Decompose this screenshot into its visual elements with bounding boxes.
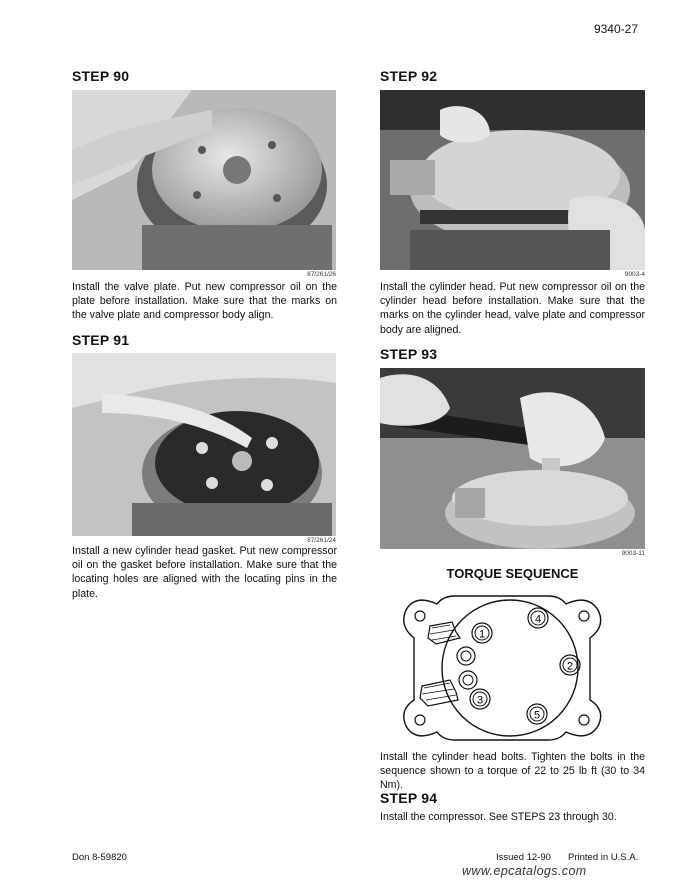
- step-93-title: STEP 93: [380, 346, 438, 362]
- bolt-5: [527, 704, 547, 724]
- step-91-photo: [72, 353, 336, 536]
- step-92-text: Install the cylinder head. Put new compressor oil on the cylinder head before installation. Make sure that the marks on the cylinder head, valve plate and compressor body are aligned.: [380, 281, 645, 336]
- svg-text:1: 1: [478, 628, 486, 641]
- footer-printed: Printed in U.S.A.: [568, 852, 639, 863]
- bolt-2: [560, 655, 580, 675]
- step-92-title: STEP 92: [380, 68, 438, 84]
- step-90-photo: [72, 90, 336, 270]
- svg-text:4: 4: [534, 613, 542, 626]
- watermark: www.epcatalogs.com: [462, 864, 587, 878]
- step-94-title: STEP 94: [380, 790, 438, 806]
- step-93-photo-code: 9003-11: [621, 550, 645, 557]
- step-94-text: Install the compressor. See STEPS 23 through 30.: [380, 811, 617, 823]
- bolt-4: [528, 608, 548, 628]
- step-92-photo-code: 9003-4: [624, 271, 645, 278]
- footer-doc-number: Don 8-59820: [72, 852, 127, 863]
- step-91-photo-code: 87/261/24: [307, 537, 336, 544]
- bolt-3: [470, 689, 490, 709]
- svg-text:2: 2: [566, 660, 574, 673]
- torque-sequence-diagram: [400, 588, 610, 746]
- step-91-text: Install a new cylinder head gasket. Put new compressor oil on the gasket before installation. Make sure that the locating holes are aligned with the locating pins in the plate.: [72, 545, 337, 600]
- step-93-photo: [380, 368, 645, 549]
- svg-text:3: 3: [476, 694, 484, 707]
- svg-text:5: 5: [533, 709, 541, 722]
- page-number: 9340-27: [593, 22, 638, 36]
- footer-issued: Issued 12-90: [496, 852, 551, 863]
- step-90-text: Install the valve plate. Put new compressor oil on the plate before installation. Make sure that the marks on the valve plate and compressor body align.: [72, 281, 337, 322]
- torque-sequence-text: Install the cylinder head bolts. Tighten the bolts in the sequence shown to a torque of 22 to 25 lb ft (30 to 34 Nm).: [380, 751, 645, 792]
- step-92-photo: [380, 90, 645, 270]
- step-91-title: STEP 91: [72, 332, 130, 348]
- torque-sequence-title: TORQUE SEQUENCE: [446, 566, 579, 581]
- step-90-title: STEP 90: [72, 68, 130, 84]
- step-90-photo-code: 87/261/26: [307, 271, 336, 278]
- bolt-1: [472, 623, 492, 643]
